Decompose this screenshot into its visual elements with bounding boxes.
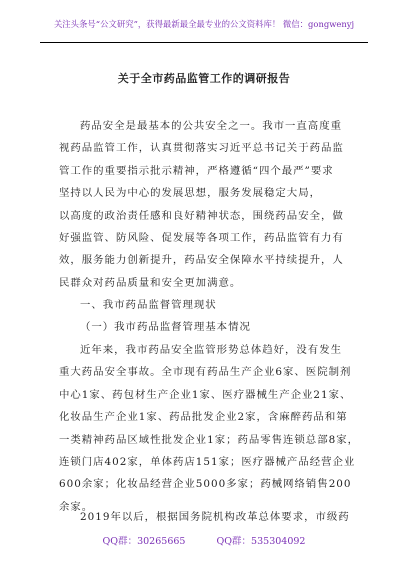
text-line: 好强监管、防风险、促发展等各项工作，药品监管有力有 [59, 231, 344, 244]
text-line: 600余家；化妆品经营企业5000多家；药械网络销售200 [59, 478, 352, 491]
text-line: 视药品监管工作，认真贯彻落实习近平总书记关于药品监 [59, 142, 344, 155]
qq-group-2: QQ群：535304092 [216, 536, 306, 547]
text-line: 民群众对药品质量和安全更加满意。 [59, 276, 242, 289]
paragraph-intro [59, 115, 351, 294]
text-line: 中心1家、药包材生产企业1家、医疗器械生产企业21家、 [59, 388, 352, 401]
text-line: 坚持以人民为中心的发展思想，服务发展稳定大局， [59, 187, 321, 200]
text-line: 近年来，我市药品安全监管形势总体趋好，没有发生 [80, 344, 342, 356]
header-banner: 关注头条号“公文研究”，获得最新最全最专业的公文资料库！ 微信：gongwenyj [53, 19, 355, 29]
text-line: 一类精神药品区域性批发企业1家；药品零售连锁总部8家， [59, 433, 359, 446]
section-heading [59, 294, 351, 316]
text-line: 药品安全是最基本的公共安全之一。我市一直高度重 [80, 120, 342, 132]
paragraph-status [59, 339, 359, 518]
text-line: 效，服务能力创新提升，药品安全保障水平持续提升，人 [59, 254, 344, 267]
text-line: 化妆品生产企业1家、药品批发企业2家，含麻醉药品和第 [59, 411, 348, 424]
text-line: 余家。 [59, 500, 94, 513]
header-divider [40, 42, 368, 43]
section-heading-text: 一、我市药品监督管理现状 [80, 299, 217, 311]
text-line: 重大药品安全事故。全市现有药品生产企业6家、医院制剂 [59, 366, 352, 379]
paragraph-reform [59, 506, 351, 528]
subsection-heading [59, 316, 351, 338]
qq-group-1: QQ群：30265665 [102, 536, 186, 547]
text-line: 连锁门店402家，单体药店151家；医疗器械产品经营企业 [59, 455, 356, 468]
footer-banner [0, 533, 408, 547]
text-line: 以高度的政治责任感和良好精神状态，围绕药品安全，做 [59, 209, 344, 222]
text-line: 2019年以后，根据国务院机构改革总体要求，市级药 [80, 511, 350, 523]
subsection-heading-text: （一）我市药品监督管理基本情况 [80, 321, 251, 333]
document-title: 关于全市药品监管工作的调研报告 [117, 72, 291, 85]
text-line: 管工作的重要指示批示精神，严格遵循“四个最严”要求 [59, 164, 334, 177]
